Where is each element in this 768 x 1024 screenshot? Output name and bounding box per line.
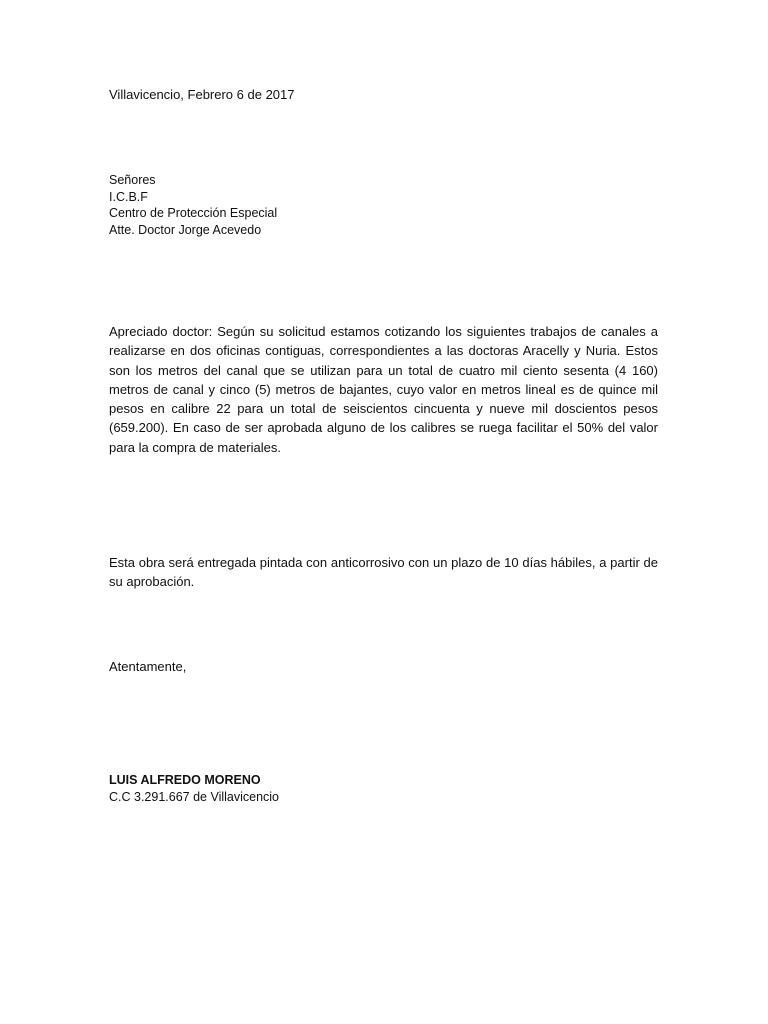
signature-block [109, 772, 279, 805]
recipient-salutation: Señores [109, 173, 156, 187]
signer-id-line: C.C 3.291.667 de Villavicencio [109, 789, 280, 804]
date-line: Villavicencio, Febrero 6 de 2017 [109, 87, 295, 102]
recipient-organization: I.C.B.F [109, 189, 148, 204]
body-paragraph-delivery: Esta obra será entregada pintada con anticorrosivo con un plazo de 10 días hábiles, a partir de su aprobación. [109, 555, 658, 590]
recipient-attention: Atte. Doctor Jorge Acevedo [109, 222, 262, 237]
recipient-department: Centro de Protección Especial [109, 206, 278, 220]
signer-name: LUIS ALFREDO MORENO [109, 773, 261, 787]
body-paragraph-quote: Apreciado doctor: Según su solicitud estamos cotizando los siguientes trabajos de canales a realizarse en dos oficinas contiguas, correspondientes a las doctoras Aracelly y Nuria. Estos son los metros del canal que se utilizan para un total de cuatro mil ciento sesenta (4 160) metros de canal y cinco (5) metros de bajantes, cuyo valor en metros lineal es de quince mil pesos en calibre 22 para un total de seiscientos cincuenta y nueve mil doscientos pesos (659.200). En caso de ser aprobada alguno de los calibres se ruega facilitar el 50% del valor para la compra de materiales. [109, 324, 658, 455]
closing-line: Atentamente, [109, 659, 187, 674]
recipient-block [109, 172, 277, 238]
